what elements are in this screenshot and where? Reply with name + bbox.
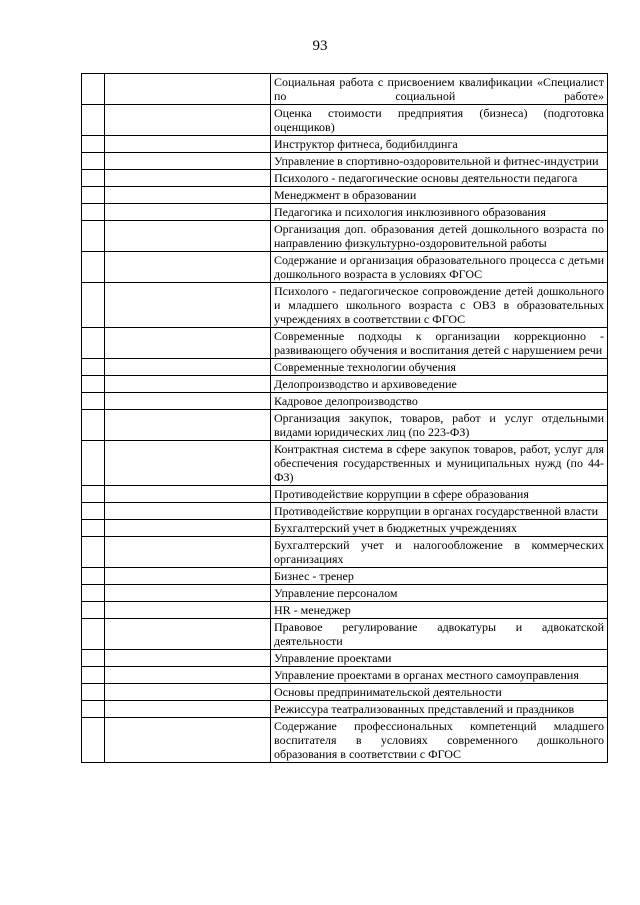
- direction-cell: [105, 585, 271, 602]
- direction-cell: [105, 602, 271, 619]
- direction-cell: [105, 204, 271, 221]
- table-row: [82, 486, 608, 503]
- program-name: Психолого - педагогические основы деятельности педагога: [274, 171, 578, 185]
- program-cell: [271, 667, 608, 684]
- program-cell: [271, 520, 608, 537]
- number-cell: [82, 684, 105, 701]
- program-cell: [271, 441, 608, 486]
- direction-cell: [105, 667, 271, 684]
- program-name: Организация закупок, товаров, работ и услуг отдельными видами юридических лиц (по 223-ФЗ): [274, 411, 604, 439]
- course-table: [81, 73, 608, 763]
- direction-cell: [105, 359, 271, 376]
- table-row: [82, 105, 608, 136]
- program-name: Противодействие коррупции в сфере образования: [274, 487, 529, 501]
- number-cell: [82, 376, 105, 393]
- program-name: Современные технологии обучения: [274, 360, 456, 374]
- direction-cell: [105, 503, 271, 520]
- table-row: [82, 650, 608, 667]
- number-cell: [82, 602, 105, 619]
- table-row: [82, 187, 608, 204]
- program-name: Управление персоналом: [274, 586, 398, 600]
- program-name: Бухгалтерский учет в бюджетных учреждениях: [274, 521, 517, 535]
- number-cell: [82, 221, 105, 252]
- table-row: [82, 684, 608, 701]
- number-cell: [82, 503, 105, 520]
- number-cell: [82, 328, 105, 359]
- table-row: [82, 585, 608, 602]
- number-cell: [82, 359, 105, 376]
- program-name: Правовое регулирование адвокатуры и адвокатской деятельности: [274, 620, 604, 648]
- program-cell: [271, 170, 608, 187]
- direction-cell: [105, 105, 271, 136]
- number-cell: [82, 136, 105, 153]
- number-cell: [82, 568, 105, 585]
- number-cell: [82, 585, 105, 602]
- program-cell: [271, 602, 608, 619]
- direction-cell: [105, 520, 271, 537]
- program-name: Психолого - педагогическое сопровождение детей дошкольного и младшего школьного возраста с ОВЗ в образовательных учреждениях в соответствии с ФГОС: [274, 284, 604, 326]
- direction-cell: [105, 568, 271, 585]
- table-row: [82, 718, 608, 763]
- program-name: Инструктор фитнеса, бодибилдинга: [274, 137, 458, 151]
- table-row: [82, 503, 608, 520]
- table-row: [82, 252, 608, 283]
- table-row: [82, 328, 608, 359]
- program-name: Современные подходы к организации коррекционно - развивающего обучения и воспитания детей с нарушением речи: [274, 329, 604, 357]
- table-row: [82, 520, 608, 537]
- program-cell: [271, 650, 608, 667]
- table-row: [82, 393, 608, 410]
- program-cell: [271, 393, 608, 410]
- table-row: [82, 667, 608, 684]
- page-number: 93: [312, 38, 328, 54]
- number-cell: [82, 153, 105, 170]
- number-cell: [82, 441, 105, 486]
- direction-cell: [105, 153, 271, 170]
- table-row: [82, 283, 608, 328]
- number-cell: [82, 252, 105, 283]
- course-table-body: [82, 74, 608, 763]
- number-cell: [82, 650, 105, 667]
- number-cell: [82, 718, 105, 763]
- program-cell: [271, 503, 608, 520]
- direction-cell: [105, 410, 271, 441]
- direction-cell: [105, 684, 271, 701]
- program-name: Управление в спортивно-оздоровительной и фитнес-индустрии: [274, 154, 599, 168]
- program-cell: [271, 204, 608, 221]
- table-row: [82, 537, 608, 568]
- direction-cell: [105, 170, 271, 187]
- number-cell: [82, 667, 105, 684]
- program-name: Оценка стоимости предприятия (бизнеса) (подготовка оценщиков): [274, 106, 604, 134]
- direction-cell: [105, 486, 271, 503]
- program-cell: [271, 701, 608, 718]
- program-name: Содержание профессиональных компетенций младшего воспитателя в условиях современного дошкольного образования в соответствии с ФГОС: [274, 719, 604, 761]
- program-cell: [271, 187, 608, 204]
- program-name: Организация доп. образования детей дошкольного возраста по направлению физкультурно-оздоровительной работы: [274, 222, 604, 250]
- table-row: [82, 410, 608, 441]
- program-name: Контрактная система в сфере закупок товаров, работ, услуг для обеспечения государственных и муниципальных нужд (по 44-ФЗ): [274, 442, 604, 484]
- program-name: Противодействие коррупции в органах государственной власти: [274, 504, 598, 518]
- table-row: [82, 441, 608, 486]
- program-name: Менеджмент в образовании: [274, 188, 417, 202]
- number-cell: [82, 486, 105, 503]
- program-cell: [271, 252, 608, 283]
- number-cell: [82, 701, 105, 718]
- direction-cell: [105, 701, 271, 718]
- program-cell: [271, 74, 608, 105]
- program-cell: [271, 619, 608, 650]
- table-row: [82, 619, 608, 650]
- program-cell: [271, 486, 608, 503]
- table-row: [82, 153, 608, 170]
- direction-cell: [105, 74, 271, 105]
- table-row: [82, 204, 608, 221]
- program-cell: [271, 585, 608, 602]
- number-cell: [82, 520, 105, 537]
- program-name: Бухгалтерский учет и налогообложение в коммерческих организациях: [274, 538, 604, 566]
- program-cell: [271, 136, 608, 153]
- number-cell: [82, 187, 105, 204]
- direction-cell: [105, 537, 271, 568]
- program-name: Педагогика и психология инклюзивного образования: [274, 205, 546, 219]
- program-cell: [271, 328, 608, 359]
- direction-cell: [105, 136, 271, 153]
- program-cell: [271, 410, 608, 441]
- program-cell: [271, 105, 608, 136]
- program-name: Делопроизводство и архивоведение: [274, 377, 457, 391]
- direction-cell: [105, 252, 271, 283]
- program-name: Бизнес - тренер: [274, 569, 354, 583]
- program-cell: [271, 283, 608, 328]
- program-name: Режиссура театрализованных представлений и праздников: [274, 702, 575, 716]
- program-name: Содержание и организация образовательного процесса с детьми дошкольного возраста в условиях ФГОС: [274, 253, 604, 281]
- direction-cell: [105, 441, 271, 486]
- table-row: [82, 359, 608, 376]
- direction-cell: [105, 650, 271, 667]
- table-row: [82, 568, 608, 585]
- number-cell: [82, 170, 105, 187]
- direction-cell: [105, 619, 271, 650]
- number-cell: [82, 410, 105, 441]
- program-cell: [271, 153, 608, 170]
- program-cell: [271, 568, 608, 585]
- number-cell: [82, 619, 105, 650]
- table-row: [82, 376, 608, 393]
- program-cell: [271, 718, 608, 763]
- direction-cell: [105, 187, 271, 204]
- direction-cell: [105, 718, 271, 763]
- program-cell: [271, 537, 608, 568]
- table-row: [82, 136, 608, 153]
- program-cell: [271, 376, 608, 393]
- table-row: [82, 701, 608, 718]
- program-cell: [271, 359, 608, 376]
- direction-cell: [105, 221, 271, 252]
- table-row: [82, 74, 608, 105]
- direction-cell: [105, 393, 271, 410]
- program-cell: [271, 221, 608, 252]
- direction-cell: [105, 376, 271, 393]
- number-cell: [82, 393, 105, 410]
- number-cell: [82, 204, 105, 221]
- program-name: Кадровое делопроизводство: [274, 394, 418, 408]
- program-name: Социальная работа с присвоением квалификации «Специалист по социальной работе»: [274, 75, 604, 103]
- table-row: [82, 221, 608, 252]
- program-name: Управление проектами в органах местного самоуправления: [274, 668, 579, 682]
- number-cell: [82, 74, 105, 105]
- number-cell: [82, 105, 105, 136]
- number-cell: [82, 537, 105, 568]
- direction-cell: [105, 328, 271, 359]
- program-name: HR - менеджер: [274, 603, 351, 617]
- program-name: Основы предпринимательской деятельности: [274, 685, 502, 699]
- number-cell: [82, 283, 105, 328]
- program-cell: [271, 684, 608, 701]
- direction-cell: [105, 283, 271, 328]
- program-name: Управление проектами: [274, 651, 392, 665]
- table-row: [82, 602, 608, 619]
- table-row: [82, 170, 608, 187]
